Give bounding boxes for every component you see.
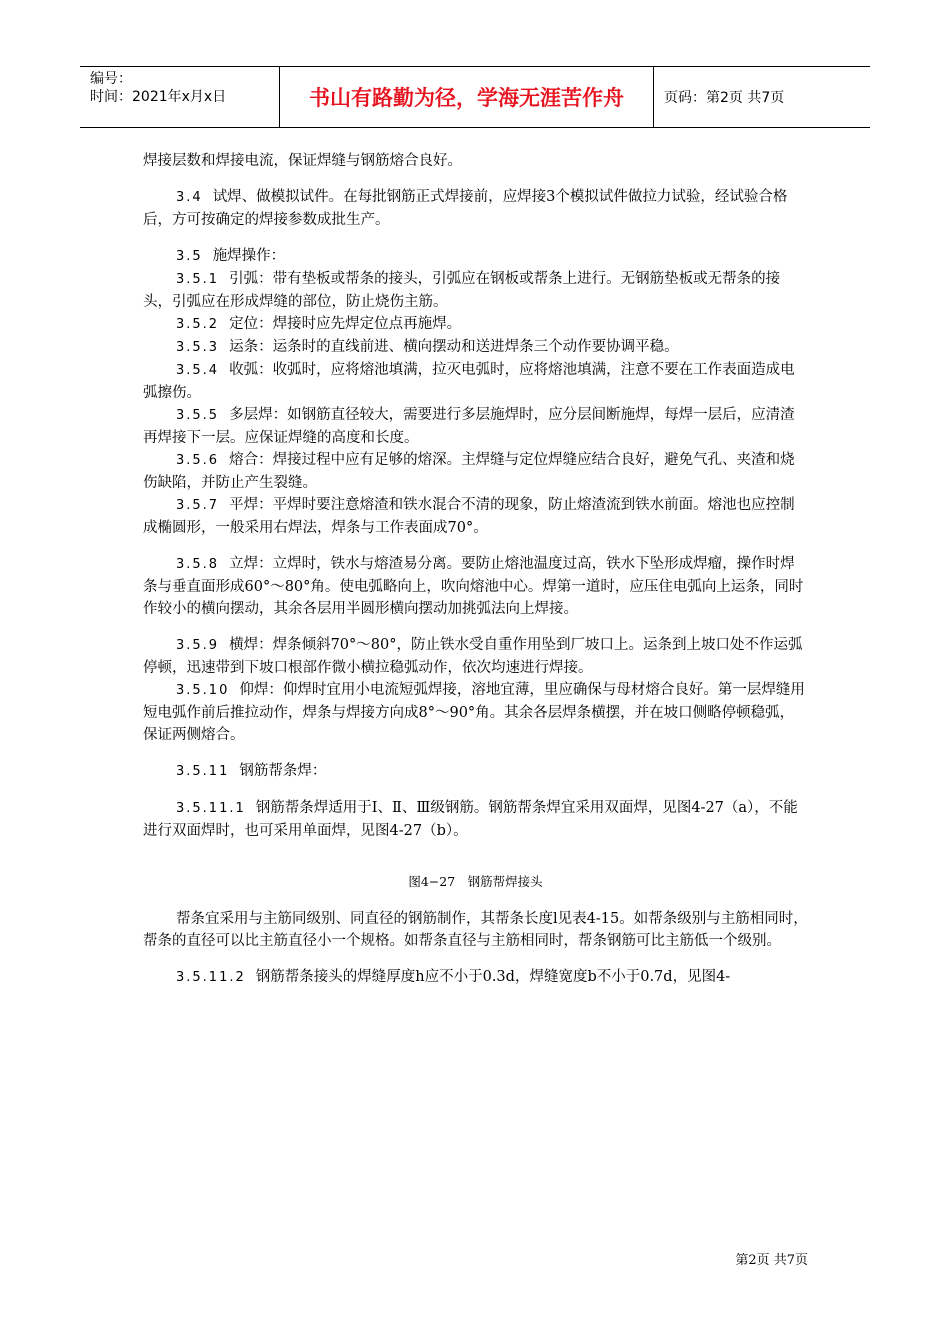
paragraph: 3.5.9 横焊：焊条倾斜70°～80°，防止铁水受自重作用坠到厂坡口上。运条到上坡口处不作运弧停顿，迅速带到下坡口根部作微小横拉稳弧动作，依次均速进行焊接。 — [143, 637, 803, 676]
section-number: 3.5.7 — [176, 498, 220, 513]
paragraph: 3.5.6 熔合：焊接过程中应有足够的熔深。主焊缝与定位焊缝应结合良好，避免气孔、夹渣和烧伤缺陷，并防止产生裂缝。 — [143, 452, 795, 491]
paragraph: 3.5 施焊操作： — [176, 248, 286, 264]
paragraph: 3.5.11.2 钢筋帮条接头的焊缝厚度h应不小于0.3d，焊缝宽度b不小于0.7d，见图4- — [176, 969, 731, 985]
section-number: 3.5.2 — [176, 317, 220, 332]
paragraph: 3.5.1 引弧：带有垫板或帮条的接头，引弧应在钢板或帮条上进行。无钢筋垫板或无帮条的接头，引弧应在形成焊缝的部位，防止烧伤主筋。 — [143, 271, 781, 310]
paragraph: 3.5.3 运条：运条时的直线前进、横向摆动和送进焊条三个动作要协调平稳。 — [176, 339, 679, 355]
header-meta — [80, 67, 280, 127]
section-number: 3.5.1 — [176, 272, 220, 287]
section-number: 3.5 — [176, 249, 203, 264]
section-number: 3.5.6 — [176, 453, 220, 468]
section-number: 3.5.11.2 — [176, 970, 246, 985]
section-number: 3.5.3 — [176, 340, 220, 355]
section-number: 3.5.11.1 — [176, 801, 246, 816]
document-body — [143, 150, 808, 989]
page-footer: 第2页 共7页 — [735, 1253, 808, 1268]
paragraph: 3.5.10 仰焊：仰焊时宜用小电流短弧焊接，溶地宜薄，里应确保与母材熔合良好。第一层焊缝用短电弧作前后推拉动作，焊条与焊接方向成8°～90°角。其余各层焊条横摆，并在坡口侧略停顿稳弧，保证两侧熔合。 — [143, 682, 805, 743]
paragraph: 3.5.2 定位：焊接时应先焊定位点再施焊。 — [176, 316, 462, 332]
code-label: 编号： — [90, 71, 132, 87]
section-number: 3.5.11 — [176, 764, 230, 779]
paragraph: 3.5.5 多层焊：如钢筋直径较大，需要进行多层施焊时，应分层间断施焊，每焊一层后，应清渣再焊接下一层。应保证焊缝的高度和长度。 — [143, 407, 795, 446]
section-number: 3.5.5 — [176, 408, 220, 423]
section-number: 3.5.4 — [176, 363, 220, 378]
date-label: 时间：2021年x月x日 — [90, 89, 227, 105]
section-number: 3.5.9 — [176, 638, 220, 653]
figure-caption: 图4−27 钢筋帮焊接头 — [408, 874, 543, 889]
paragraph: 焊接层数和焊接电流，保证焊缝与钢筋熔合良好。 — [143, 153, 462, 169]
paragraph: 3.5.7 平焊：平焊时要注意熔渣和铁水混合不清的现象，防止熔渣流到铁水前面。熔池也应控制成椭圆形，一般采用右焊法，焊条与工作表面成70°。 — [143, 497, 795, 536]
paragraph: 3.4 试焊、做模拟试件。在每批钢筋正式焊接前，应焊接3个模拟试件做拉力试验，经试验合格后，方可按确定的焊接参数成批生产。 — [143, 189, 788, 228]
paragraph: 3.5.8 立焊：立焊时，铁水与熔渣易分离。要防止熔池温度过高，铁水下坠形成焊瘤，操作时焊条与垂直面形成60°～80°角。使电弧略向上，吹向熔池中心。焊第一道时，应压住电弧向上运条，同时作较小的横向摆动，其余各层用半圆形横向摆动加挑弧法向上焊接。 — [143, 556, 804, 617]
paragraph: 3.5.4 收弧：收弧时，应将熔池填满，拉灭电弧时，应将熔池填满，注意不要在工作表面造成电弧擦伤。 — [143, 362, 795, 401]
header-page-number: 页码：第2页 共7页 — [664, 90, 785, 106]
section-number: 3.5.8 — [176, 557, 220, 572]
paragraph: 3.5.11 钢筋帮条焊： — [176, 763, 327, 779]
section-number: 3.4 — [176, 190, 203, 205]
page-header — [80, 66, 870, 128]
paragraph: 3.5.11.1 钢筋帮条焊适用于Ⅰ、Ⅱ、Ⅲ级钢筋。钢筋帮条焊宜采用双面焊，见图4-27（a），不能进行双面焊时，也可采用单面焊，见图4-27（b）。 — [143, 800, 798, 839]
header-motto: 书山有路勤为径，学海无涯苦作舟 — [280, 67, 654, 127]
paragraph: 帮条宜采用与主筋同级别、同直径的钢筋制作，其帮条长度l见表4-15。如帮条级别与主筋相同时，帮条的直径可以比主筋直径小一个规格。如帮条直径与主筋相同时，帮条钢筋可比主筋低一个级别。 — [143, 911, 808, 949]
section-number: 3.5.10 — [176, 683, 230, 698]
